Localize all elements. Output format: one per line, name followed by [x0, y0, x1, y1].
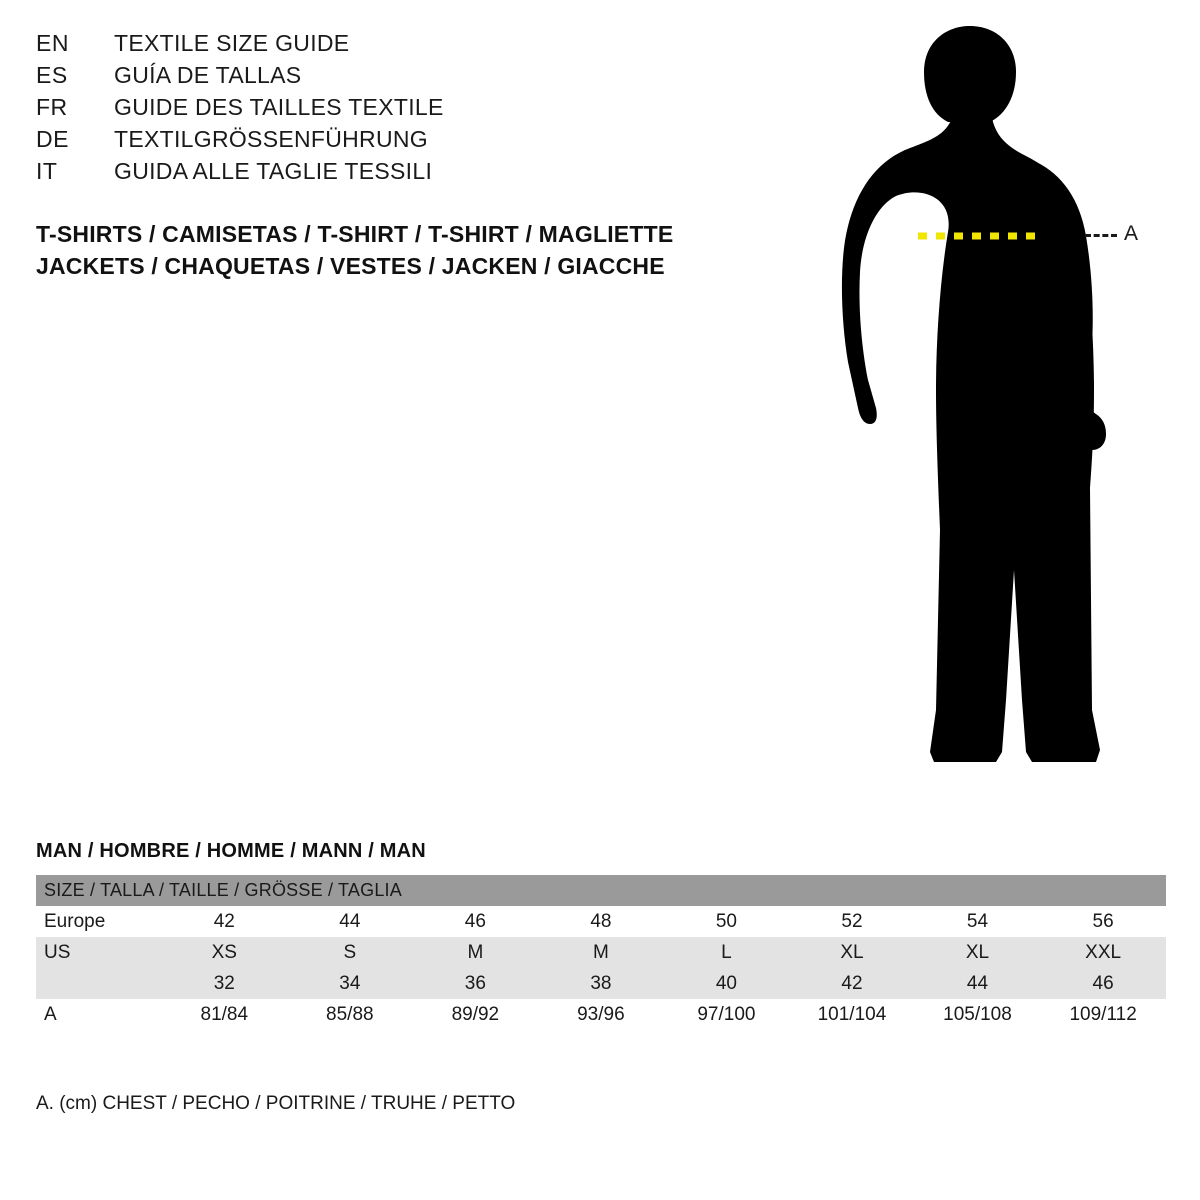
cell-value: 36 [413, 968, 539, 999]
cell-value: 34 [287, 968, 413, 999]
cell-value: M [413, 937, 539, 968]
language-text: GUIDE DES TAILLES TEXTILE [114, 94, 444, 120]
language-list [36, 30, 756, 190]
category-jackets: JACKETS / CHAQUETAS / VESTES / JACKEN / GIACCHE [36, 253, 665, 279]
table-row [36, 937, 1166, 968]
language-code: DE [36, 126, 69, 152]
cell-value: 42 [789, 968, 915, 999]
row-label-us: US [36, 937, 162, 968]
cell-value: 48 [538, 906, 664, 937]
measurement-footnote: A. (cm) CHEST / PECHO / POITRINE / TRUHE / PETTO [36, 1093, 516, 1114]
language-code: EN [36, 30, 69, 56]
cell-value: 42 [162, 906, 288, 937]
cell-value: M [538, 937, 664, 968]
size-table [36, 875, 1166, 1030]
cell-value: 89/92 [413, 999, 539, 1030]
cell-value: XL [915, 937, 1041, 968]
cell-value: 32 [162, 968, 288, 999]
language-code: IT [36, 158, 58, 184]
cell-value: XXL [1040, 937, 1166, 968]
category-tshirts: T-SHIRTS / CAMISETAS / T-SHIRT / T-SHIRT / MAGLIETTE [36, 221, 674, 247]
measure-leader-line [1085, 234, 1117, 237]
language-row [36, 30, 756, 62]
cell-value: 56 [1040, 906, 1166, 937]
language-text: GUIDA ALLE TAGLIE TESSILI [114, 158, 433, 184]
row-label-blank [36, 968, 162, 999]
cell-value: XL [789, 937, 915, 968]
cell-value: 93/96 [538, 999, 664, 1030]
table-header-label: SIZE / TALLA / TAILLE / GRÖSSE / TAGLIA [36, 875, 1166, 906]
male-silhouette-icon [800, 10, 1200, 800]
language-text: TEXTILGRÖSSENFÜHRUNG [114, 126, 428, 152]
cell-value: 44 [287, 906, 413, 937]
language-code: ES [36, 62, 68, 88]
language-row [36, 158, 756, 190]
cell-value: 46 [1040, 968, 1166, 999]
cell-value: 81/84 [162, 999, 288, 1030]
body-figure [800, 10, 1200, 800]
size-table-section [36, 840, 1166, 1030]
table-group-title: MAN / HOMBRE / HOMME / MANN / MAN [36, 840, 426, 862]
language-row [36, 94, 756, 126]
language-row [36, 126, 756, 158]
measure-letter-a: A [1124, 222, 1139, 245]
cell-value: 46 [413, 906, 539, 937]
cell-value: 52 [789, 906, 915, 937]
cell-value: 105/108 [915, 999, 1041, 1030]
table-header-row [36, 875, 1166, 906]
cell-value: 38 [538, 968, 664, 999]
table-row [36, 906, 1166, 937]
cell-value: 40 [664, 968, 790, 999]
table-row [36, 999, 1166, 1030]
cell-value: S [287, 937, 413, 968]
language-code: FR [36, 94, 68, 120]
row-label-a: A [36, 999, 162, 1030]
cell-value: 85/88 [287, 999, 413, 1030]
language-text: TEXTILE SIZE GUIDE [114, 30, 350, 56]
cell-value: 54 [915, 906, 1041, 937]
cell-value: 109/112 [1040, 999, 1166, 1030]
row-label-europe: Europe [36, 906, 162, 937]
cell-value: 101/104 [789, 999, 915, 1030]
language-row [36, 62, 756, 94]
cell-value: XS [162, 937, 288, 968]
cell-value: 50 [664, 906, 790, 937]
language-text: GUÍA DE TALLAS [114, 62, 302, 88]
garment-categories [36, 218, 796, 282]
cell-value: 97/100 [664, 999, 790, 1030]
table-row [36, 968, 1166, 999]
cell-value: 44 [915, 968, 1041, 999]
cell-value: L [664, 937, 790, 968]
